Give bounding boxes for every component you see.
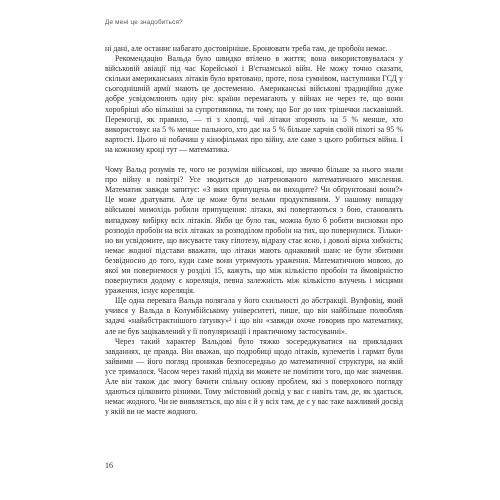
page-number: 16: [105, 461, 113, 470]
paragraph: Через такий характер Вальдові було тяжко зосереджуватися на прикладних завданнях, це правда. Він вважав, що подробиці щодо літаків, кулеметів і гармат були зайвими — його погляд проникав безпосередньо до математичної структури, на якій усе трималося. Часом через такий підхід ви можете не помітити того, що має значення. Але він також дає змогу бачити спільну основу проблем, які з поверхового погляду здаються цілковито різними. Тому змістовний досвід у вас є навіть там, де, як здається, немає жодного. Чи не виявляється, що він є й у всіх там, де є у вас таке важливий досвід у якій ви не маєте жодного.: [105, 336, 403, 417]
body-text: [105, 44, 403, 417]
paragraph-continued: ні дані, але останнє набагато достовірніше. Бронювати треба там, де пробоїн немає.: [105, 44, 388, 53]
paragraph: Ще одна перевага Вальда полягала у його схильності до абстракції. Вулфовіц, який учився у Вальда в Колумбійському університеті, пише, що він найбільше полюбляв задачі «найабстрактнішого ґатунку»² і що він «завжди охоче говорив про математику, але не був зацікавлений у її популяризації і практичному застосуванні».: [105, 296, 403, 336]
running-head: Де мені це знадобиться?: [105, 19, 183, 26]
paragraph: Чому Вальд розумів те, чого не розуміли військові, що звично більше за нього знали про війну в повітрі? Усе зводиться до натренованого математичного мислення. Математик завжди запитує: «З яких припущень ви виходите? Чи обґрунтовані вони?» Це може дратувати. Але це може бути вельми продуктивним. У нашому випадку військові мимохідь робили припущення: літаки, які повертаються з бою, становлять випадкову вибірку всіх літаків. Якби це було так, можна було б робити висновки про розподіл пробоїн на всіх літаках за розподілом пробоїн на тих, що повернулися. Тільки-но ви усвідомите, що висуваєте таку гіпотезу, відразу стає ясно, і доволі вірна хибність; немає жодної підстави вважати, що літаки мають однаковий шанс не бути збитими безвідносно до того, куди саме вони утримують ураження. Математичною мовою, до якої ми повернемося у розділі 15, кажуть, що між кількістю пробоїн та ймовірністю повернутися додому є кореляція, певна залежність між кількістю влучень і місцями ураження, існує кореляція.: [105, 165, 403, 296]
paragraph: Рекомендацію Вальда було швидко втілено в життя; вона використовувалася у військовій авіації під час Корейської і В'єтнамської війн. Не можу точно сказати, скільки американських літаків було врятовано, проте, поза сумнівом, наступники ГСД у сьогоднішній армії знають це достеменно. Американські військові традиційно дуже добре усвідомлюють одну річ: країни перемагають у війнах не через те, що вони хоробріші або вільніші за супротивника, ти тому, що Бог до них трішечки ласкавіший. Перемогці, як правило, — ті з хлопці, чиї літаки згоряють на 5 % менше, хто використовує на 5 % менше пального, хто дає на 5 % більше харчів своїй піхоті за 95 % вартості. Цього ні побачиш у кінофільмах про війну, але саме з цього робиться війна. І на кожному кроці тут — математика.: [105, 54, 403, 154]
